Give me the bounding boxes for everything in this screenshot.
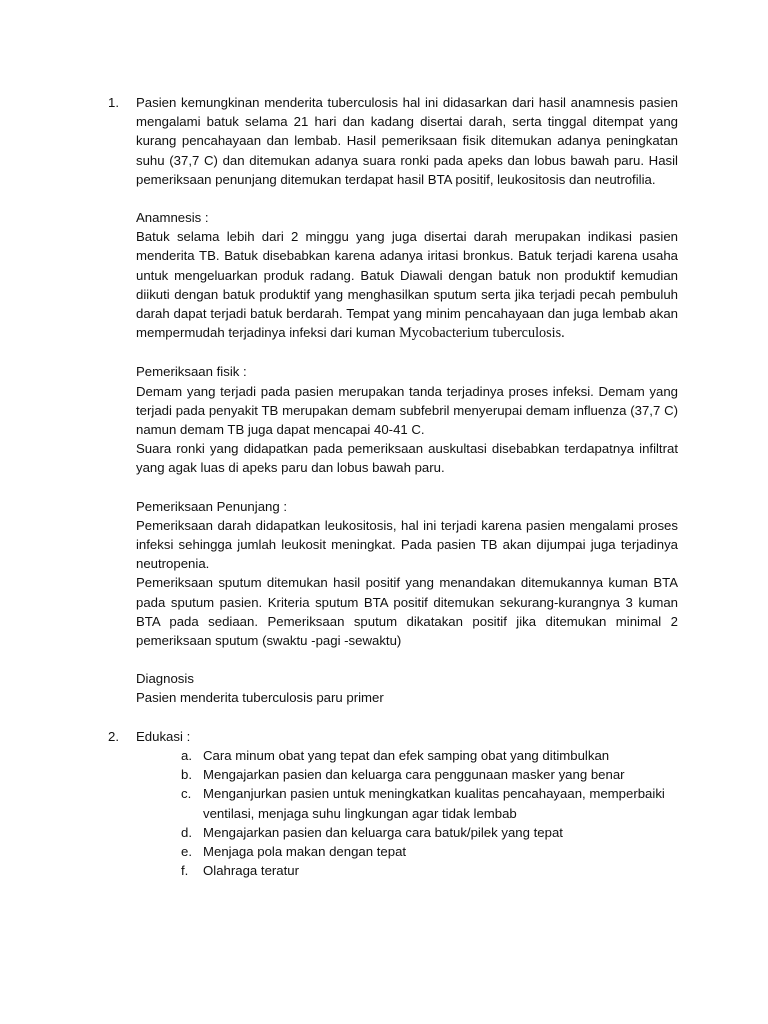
education-item-text: Olahraga teratur: [203, 863, 300, 879]
anamnesis-text: Batuk selama lebih dari 2 minggu yang juga disertai darah merupakan indikasi pasien menderita TB. Batuk disebabkan karena adanya iritasi bronkus. Batuk terjadi karena usaha untuk mengeluarkan produk radang. Batuk Diawali dengan batuk non produktif kemudian diikuti dengan batuk produktif yang menghasilkan sputum serta jika terjadi pecah pembuluh darah dapat terjadi batuk berdarah. Tempat yang minim pencahayaan dan juga lembab akan mempermudah terjadinya infeksi dari kuman: [136, 229, 678, 341]
education-heading: Edukasi :: [136, 728, 191, 744]
organism-name: Mycobacterium tuberculosis.: [399, 325, 565, 342]
physical-exam-heading: Pemeriksaan fisik :: [136, 364, 247, 380]
education-item-text: Mengajarkan pasien dan keluarga cara batuk/pilek yang tepat: [203, 824, 563, 840]
education-item-letter: a.: [181, 747, 192, 763]
education-item: [181, 842, 678, 861]
supporting-exam-heading: Pemeriksaan Penunjang :: [136, 498, 288, 514]
supporting-exam-section: [136, 497, 678, 651]
physical-exam-paragraph-1: Demam yang terjadi pada pasien merupakan tanda terjadinya proses infeksi. Demam yang terjadi pada penyakit TB merupakan demam subfebril menyerupai demam influenza (37,7 C) namun demam TB juga dapat mencapai 40-41 C.: [136, 383, 678, 438]
list-item-2: [108, 727, 678, 881]
diagnosis-text: Pasien menderita tuberculosis paru primer: [136, 690, 384, 706]
supporting-exam-paragraph-1: Pemeriksaan darah didapatkan leukositosis, hal ini terjadi karena pasien mengalami proses infeksi sehingga jumlah leukosit meningkat. Pada pasien TB akan dijumpai juga terjadinya neutropenia.: [136, 517, 678, 572]
education-item: [181, 861, 678, 880]
document-body: [108, 93, 678, 880]
anamnesis-section: [136, 208, 678, 343]
education-item: [181, 823, 678, 842]
list-number-2: 2.: [108, 728, 119, 744]
education-item-text: Cara minum obat yang tepat dan efek samping obat yang ditimbulkan: [203, 747, 610, 763]
education-item-letter: e.: [181, 843, 192, 859]
education-item-letter: d.: [181, 824, 192, 840]
education-item: [181, 765, 678, 784]
education-item: [181, 784, 678, 822]
supporting-exam-paragraph-2: Pemeriksaan sputum ditemukan hasil positif yang menandakan ditemukannya kuman BTA pada sputum pasien. Kriteria sputum BTA positif ditemukan sekurang-kurangnya 3 kuman BTA pada sediaan. Pemeriksaan sputum dikatakan positif jika ditemukan minimal 2 pemeriksaan sputum (swaktu -pagi -sewaktu): [136, 575, 678, 649]
list-number-1: 1.: [108, 95, 119, 110]
education-item-letter: b.: [181, 767, 192, 783]
anamnesis-paragraph: [136, 227, 678, 343]
diagnosis-section: [136, 669, 678, 707]
education-item: [181, 746, 678, 765]
education-item-letter: c.: [181, 786, 192, 802]
education-item-text: Mengajarkan pasien dan keluarga cara penggunaan masker yang benar: [203, 767, 625, 783]
intro-paragraph: Pasien kemungkinan menderita tuberculosis hal ini didasarkan dari hasil anamnesis pasien mengalami batuk selama 21 hari dan kadang disertai darah, serta tinggal ditempat yang kurang pencahayaan dan lembab. Hasil pemeriksaan fisik ditemukan adanya peningkatan suhu (37,7 C) dan ditemukan adanya suara ronki pada apeks dan lobus bawah paru. Hasil pemeriksaan penunjang ditemukan terdapat hasil BTA positif, leukositosis dan neutrofilia.: [136, 95, 678, 187]
education-item-text: Menjaga pola makan dengan tepat: [203, 843, 407, 859]
education-list: [136, 746, 678, 880]
list-item-1: [108, 93, 678, 708]
physical-exam-paragraph-2: Suara ronki yang didapatkan pada pemeriksaan auskultasi disebabkan terdapatnya infiltrat yang agak luas di apeks paru dan lobus bawah paru.: [136, 441, 678, 476]
education-item-letter: f.: [181, 863, 189, 879]
physical-exam-section: [136, 362, 678, 477]
anamnesis-heading: Anamnesis :: [136, 210, 209, 226]
education-item-text: Menganjurkan pasien untuk meningkatkan kualitas pencahayaan, memperbaiki ventilasi, menjaga suhu lingkungan agar tidak lembab: [203, 786, 665, 821]
diagnosis-heading: Diagnosis: [136, 671, 194, 687]
